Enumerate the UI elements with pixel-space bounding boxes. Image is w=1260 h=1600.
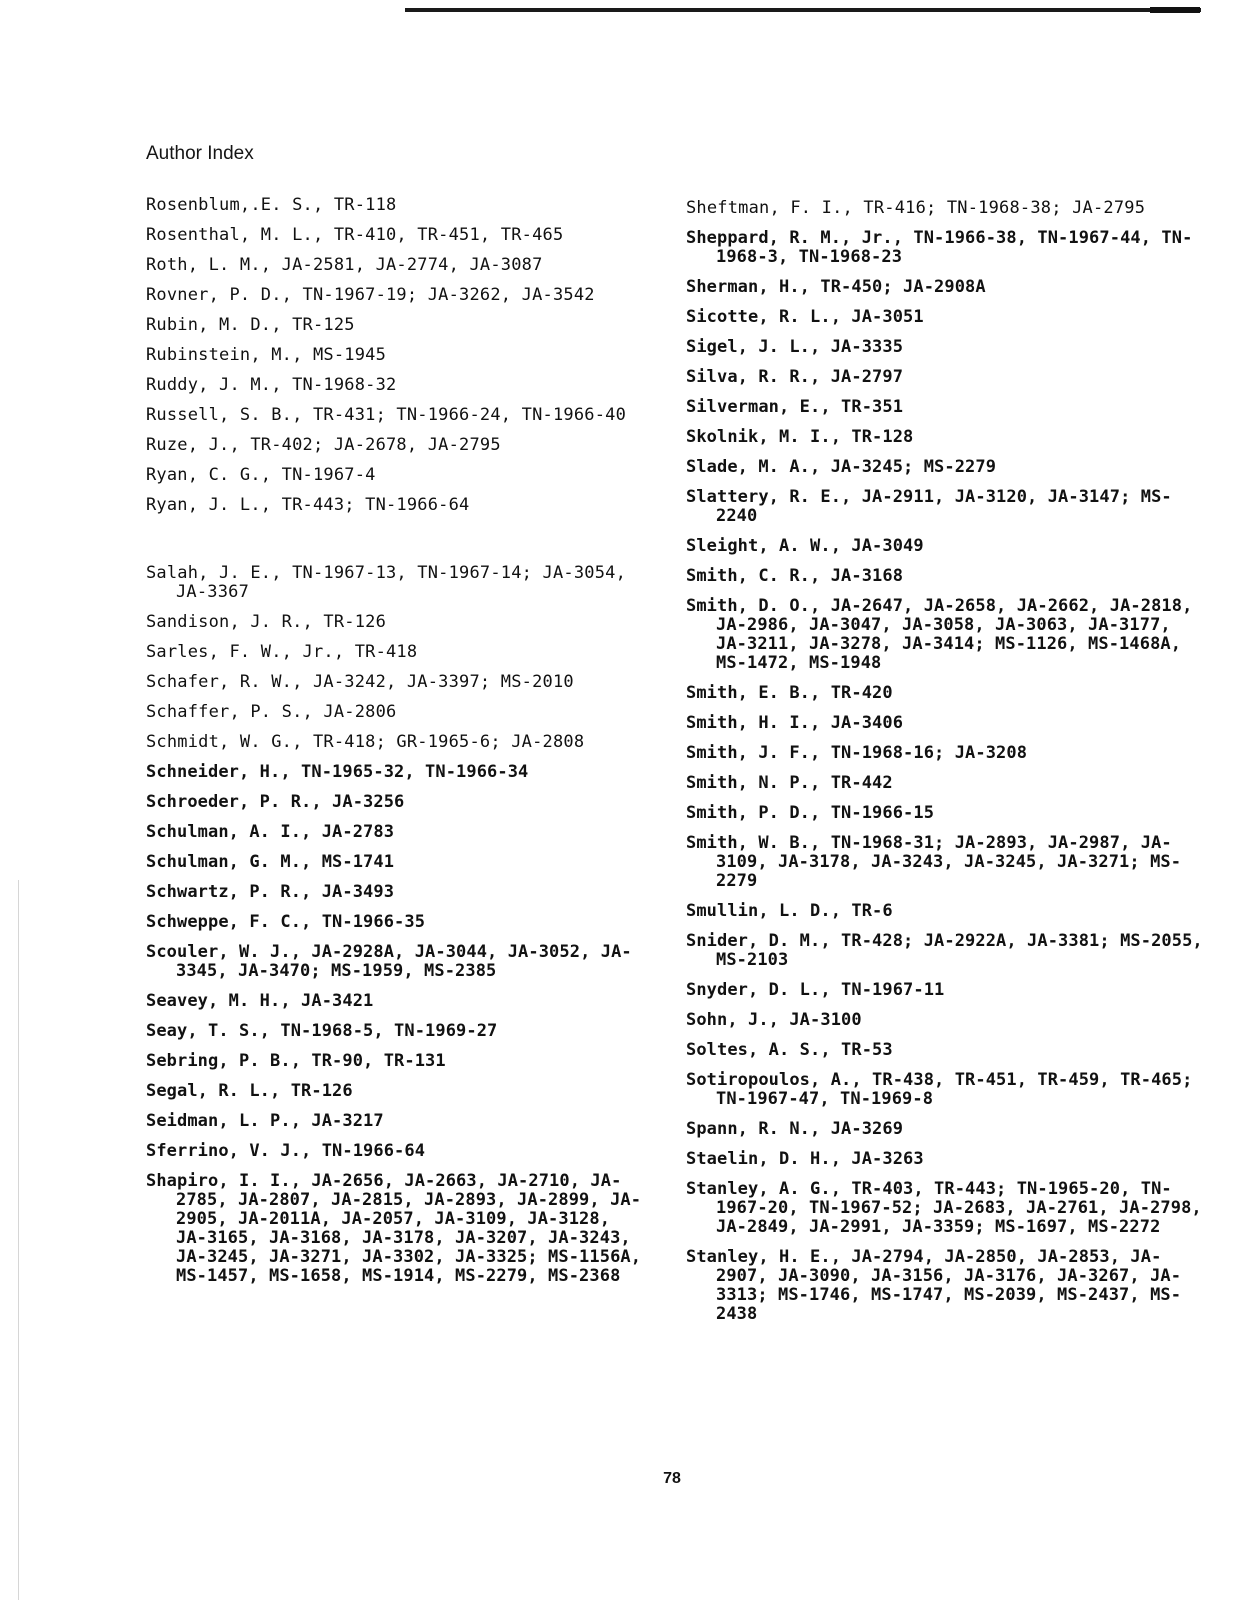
index-entry: Schulman, G. M., MS-1741 (146, 852, 395, 872)
index-entry: Silva, R. R., JA-2797 (686, 367, 904, 387)
index-entry: Scouler, W. J., JA-2928A, JA-3044, JA-3052, JA-3345, JA-3470; MS-1959, MS-2385 (146, 942, 632, 981)
index-entry: Sicotte, R. L., JA-3051 (686, 307, 924, 327)
index-entry: Seavey, M. H., JA-3421 (146, 991, 374, 1011)
index-entry: Rosenthal, M. L., TR-410, TR-451, TR-465 (146, 225, 564, 245)
index-entry: Schaffer, P. S., JA-2806 (146, 702, 397, 722)
page-heading: Author Index (146, 143, 254, 164)
index-entry: Spann, R. N., JA-3269 (686, 1119, 904, 1139)
index-entry: Sleight, A. W., JA-3049 (686, 536, 924, 556)
page-number: 78 (663, 1470, 681, 1487)
index-entry: Smith, H. I., JA-3406 (686, 713, 904, 733)
top-rule (405, 8, 1201, 12)
index-entry: Sheppard, R. M., Jr., TN-1966-38, TN-1967-44, TN-1968-3, TN-1968-23 (686, 228, 1193, 267)
index-entry: Sandison, J. R., TR-126 (146, 612, 387, 632)
index-entry: Smith, E. B., TR-420 (686, 683, 893, 703)
index-entry: Soltes, A. S., TR-53 (686, 1040, 893, 1060)
index-entry: Salah, J. E., TN-1967-13, TN-1967-14; JA-3054, JA-3367 (146, 563, 627, 602)
scan-edge (18, 880, 19, 1600)
index-entry: Sebring, P. B., TR-90, TR-131 (146, 1051, 446, 1071)
index-entry: Roth, L. M., JA-2581, JA-2774, JA-3087 (146, 255, 543, 275)
index-entry: Schwartz, P. R., JA-3493 (146, 882, 395, 902)
index-column-left (146, 196, 646, 1286)
index-entry: Rovner, P. D., TN-1967-19; JA-3262, JA-3542 (146, 285, 595, 305)
index-entry: Sotiropoulos, A., TR-438, TR-451, TR-459, TR-465; TN-1967-47, TN-1969-8 (686, 1070, 1193, 1109)
index-entry: Sohn, J., JA-3100 (686, 1010, 862, 1030)
index-entry: Silverman, E., TR-351 (686, 397, 904, 417)
index-column-right (686, 199, 1206, 1324)
index-entry: Sarles, F. W., Jr., TR-418 (146, 642, 418, 662)
index-entry: Schulman, A. I., JA-2783 (146, 822, 395, 842)
index-entry: Slade, M. A., JA-3245; MS-2279 (686, 457, 997, 477)
index-entry: Sherman, H., TR-450; JA-2908A (686, 277, 986, 297)
index-entry: Ryan, J. L., TR-443; TN-1966-64 (146, 495, 470, 515)
index-entry: Sheftman, F. I., TR-416; TN-1968-38; JA-2795 (686, 198, 1146, 218)
top-rule-end (1150, 7, 1200, 13)
index-entry: Schweppe, F. C., TN-1966-35 (146, 912, 426, 932)
index-entry: Shapiro, I. I., JA-2656, JA-2663, JA-2710, JA-2785, JA-2807, JA-2815, JA-2893, JA-2899, JA-2905, JA-2011A, JA-2057, JA-3109, JA-3128, JA-3165, JA-3168, JA-3178, JA-3207, JA-3243, JA-3245, JA-3271, JA-3302, JA-3325; MS-1156A, MS-1457, MS-1658, MS-1914, MS-2279, MS-2368 (146, 1171, 642, 1286)
index-entry: Smith, J. F., TN-1968-16; JA-3208 (686, 743, 1028, 763)
index-entry: Schafer, R. W., JA-3242, JA-3397; MS-2010 (146, 672, 574, 692)
index-entry: Russell, S. B., TR-431; TN-1966-24, TN-1966-40 (146, 405, 627, 425)
index-entry: Smith, W. B., TN-1968-31; JA-2893, JA-2987, JA-3109, JA-3178, JA-3243, JA-3245, JA-3271; MS-2279 (686, 833, 1182, 891)
index-entry: Schroeder, P. R., JA-3256 (146, 792, 405, 812)
index-entry: Slattery, R. E., JA-2911, JA-3120, JA-3147; MS-2240 (686, 487, 1172, 526)
index-entry: Rosenblum,.E. S., TR-118 (146, 195, 397, 215)
index-entry: Rubin, M. D., TR-125 (146, 315, 355, 335)
index-entry: Schneider, H., TN-1965-32, TN-1966-34 (146, 762, 529, 782)
index-entry: Rubinstein, M., MS-1945 (146, 345, 387, 365)
index-entry: Smith, N. P., TR-442 (686, 773, 893, 793)
index-entry: Sigel, J. L., JA-3335 (686, 337, 904, 357)
index-entry: Seidman, L. P., JA-3217 (146, 1111, 384, 1131)
index-entry: Ruddy, J. M., TN-1968-32 (146, 375, 397, 395)
index-entry: Snider, D. M., TR-428; JA-2922A, JA-3381; MS-2055, MS-2103 (686, 931, 1203, 970)
index-entry: Stanley, H. E., JA-2794, JA-2850, JA-2853, JA-2907, JA-3090, JA-3156, JA-3176, JA-3267, JA-3313; MS-1746, MS-1747, MS-2039, MS-2437, MS-2438 (686, 1247, 1182, 1324)
index-entry: Ryan, C. G., TN-1967-4 (146, 465, 376, 485)
index-entry: Skolnik, M. I., TR-128 (686, 427, 914, 447)
index-entry: Seay, T. S., TN-1968-5, TN-1969-27 (146, 1021, 498, 1041)
index-entry: Staelin, D. H., JA-3263 (686, 1149, 924, 1169)
index-entry: Smith, C. R., JA-3168 (686, 566, 904, 586)
index-entry: Stanley, A. G., TR-403, TR-443; TN-1965-20, TN-1967-20, TN-1967-52; JA-2683, JA-2761, JA-2798, JA-2849, JA-2991, JA-3359; MS-1697, MS-2272 (686, 1179, 1202, 1237)
index-entry: Smullin, L. D., TR-6 (686, 901, 893, 921)
index-entry: Sferrino, V. J., TN-1966-64 (146, 1141, 426, 1161)
index-entry: Smith, P. D., TN-1966-15 (686, 803, 935, 823)
index-entry: Snyder, D. L., TN-1967-11 (686, 980, 945, 1000)
index-entry: Schmidt, W. G., TR-418; GR-1965-6; JA-2808 (146, 732, 585, 752)
index-entry: Segal, R. L., TR-126 (146, 1081, 353, 1101)
index-entry: Smith, D. O., JA-2647, JA-2658, JA-2662, JA-2818, JA-2986, JA-3047, JA-3058, JA-3063, JA-3177, JA-3211, JA-3278, JA-3414; MS-1126, MS-1468A, MS-1472, MS-1948 (686, 596, 1193, 673)
index-entry: Ruze, J., TR-402; JA-2678, JA-2795 (146, 435, 501, 455)
